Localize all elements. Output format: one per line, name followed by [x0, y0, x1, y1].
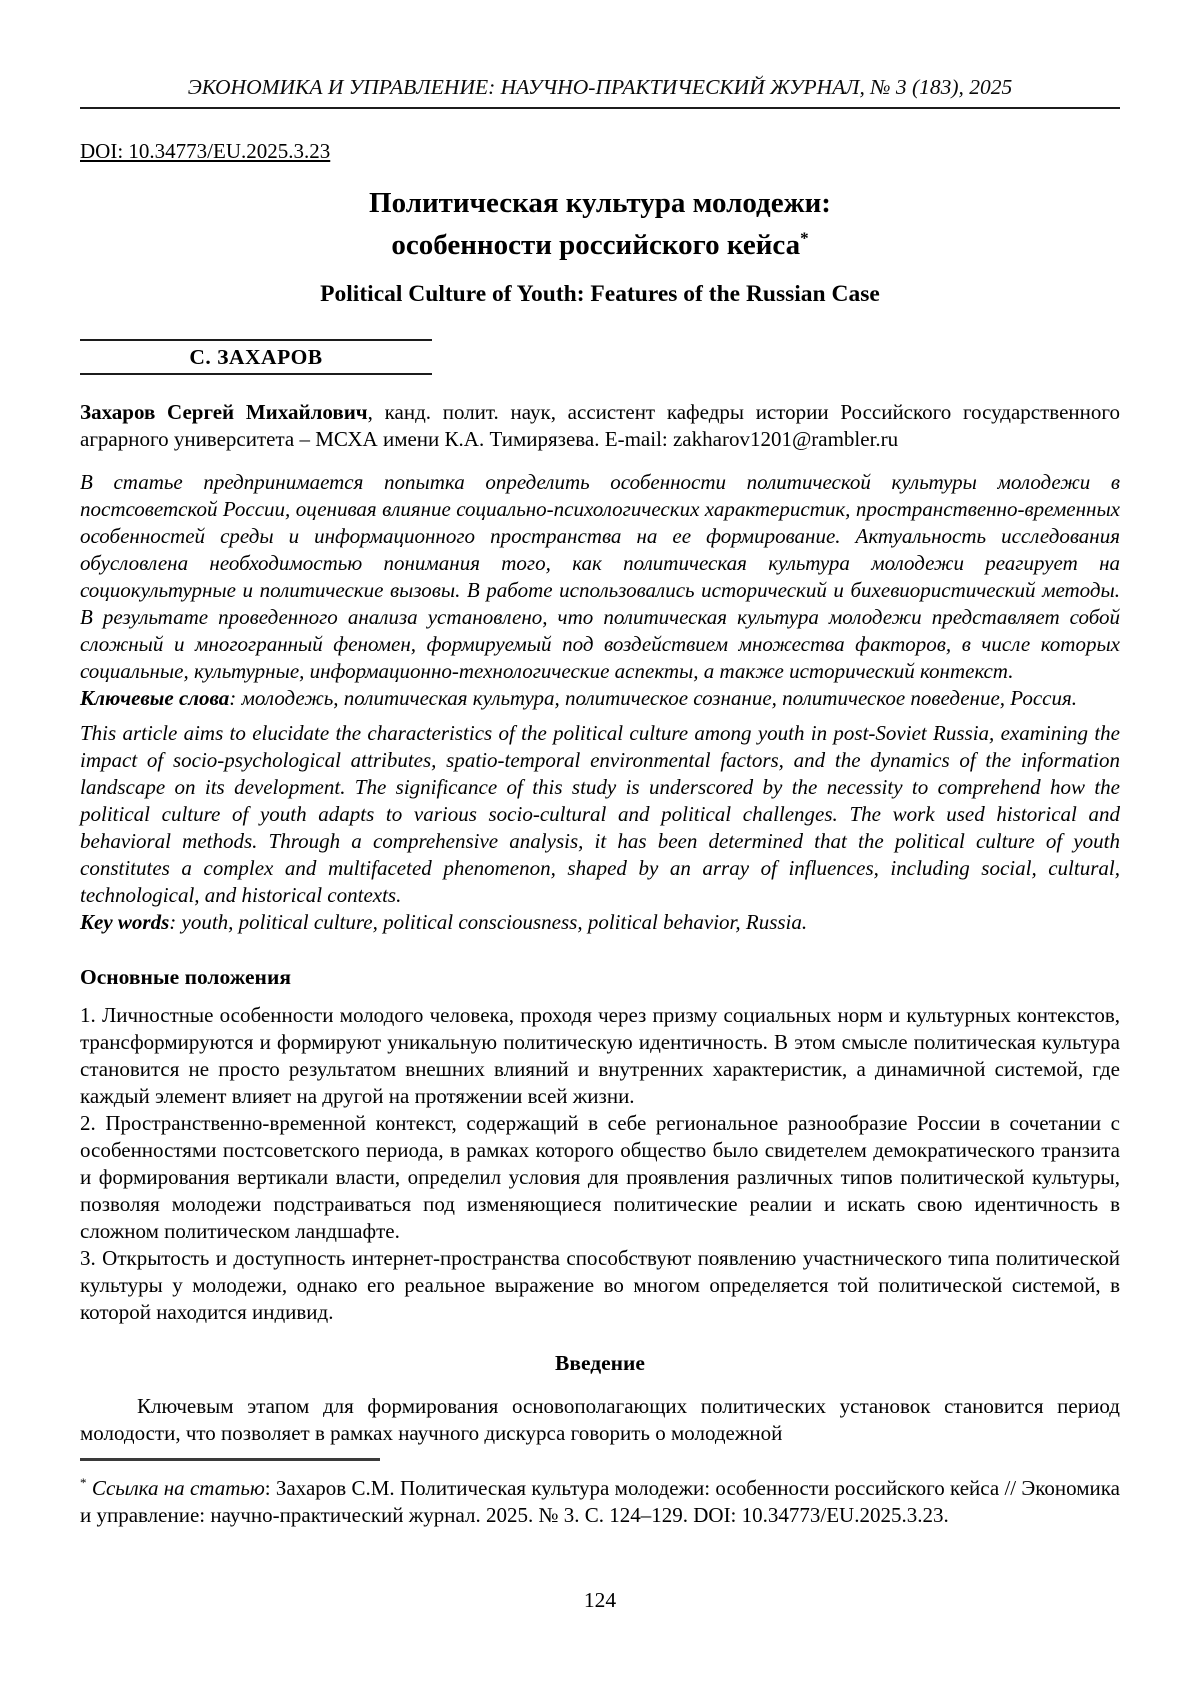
doi-line: [80, 139, 1120, 164]
keywords-ru-text: : молодежь, политическая культура, политическое сознание, политическое поведение, Россия.: [229, 686, 1078, 710]
footnote-block: [80, 1458, 1120, 1550]
author-full-name: Захаров Сергей Михайлович: [80, 400, 368, 424]
main-point-1: 1. Личностные особенности молодого человека, проходя через призму социальных норм и культурных контекстов, трансформируются и формируют уникальную политическую идентичность. В этом смысле политическая культура становится не просто результатом внешних влияний и внутренних характеристик, а динамичной системой, где каждый элемент влияет на другой на протяжении всей жизни.: [80, 1003, 1120, 1108]
footnote-rule: [80, 1458, 380, 1461]
article-title-line2: особенности российского кейса: [391, 229, 801, 261]
abstract-ru: В статье предпринимается попытка определить особенности политической культуры молодежи в постсоветской России, оценивая влияние социально-психологических характеристик, пространственно-временных особенностей среды и информационного пространства на ее формирование. Актуальность исследования обусловлена необходимостью понимания того, как политическая культура молодежи реагирует на социокультурные и политические вызовы. В работе использовались исторический и бихевиористический методы. В результате проведенного анализа установлено, что политическая культура молодежи представляет собой сложный и многогранный феномен, формируемый под воздействием множества факторов, в числе которых социальные, культурные, информационно-технологические аспекты, а также исторический контекст.: [80, 470, 1120, 683]
author-info: [80, 399, 1120, 453]
introduction-paragraph: Ключевым этапом для формирования основополагающих политических установок становится период молодости, что позволяет в рамках научного дискурса говорить о молодежной: [80, 1394, 1120, 1445]
keywords-ru-label: Ключевые слова: [80, 686, 230, 710]
author-affiliation: , канд. полит. наук, ассистент кафедры истории Российского государственного аграрного университета – МСХА имени К.А. Тимирязева. E-mail: zakharov1201@rambler.ru: [80, 400, 1120, 451]
footnote-label: Ссылка на статью: [91, 1476, 265, 1500]
article-title-en: Political Culture of Youth: Features of the Russian Case: [320, 281, 880, 307]
section-heading-main-points: Основные положения: [80, 965, 291, 989]
footnote-marker: *: [80, 1475, 87, 1490]
main-point-3: 3. Открытость и доступность интернет-пространства способствуют появлению участнического типа политической культуры у молодежи, однако его реальное выражение во многом определяется той политической системой, в которой находится индивид.: [80, 1246, 1120, 1324]
article-title-ru: [80, 182, 1120, 266]
footnote-text: [80, 1469, 1120, 1529]
title-footnote-marker: *: [800, 228, 809, 248]
keywords-en: [80, 909, 1120, 936]
footnote-citation: : Захаров С.М. Политическая культура молодежи: особенности российского кейса // Экономика и управление: научно-практический журнал. 2025. № 3. С. 124–129. DOI: 10.34773/EU.2025.3.23.: [80, 1476, 1121, 1527]
article-title-line1: Политическая культура молодежи:: [369, 187, 831, 219]
keywords-en-text: : youth, political culture, political consciousness, political behavior, Russia.: [169, 910, 808, 934]
header-rule: [80, 107, 1120, 109]
main-points-list: [80, 1002, 1120, 1326]
keywords-en-label: Key words: [80, 910, 170, 934]
doi-link[interactable]: DOI: 10.34773/EU.2025.3.23: [80, 139, 331, 163]
main-point-2: 2. Пространственно-временной контекст, содержащий в себе региональное разнообразие России в сочетании с особенностями постсоветского периода, в рамках которого общество было свидетелем демократического транзита и формирования вертикали власти, определил условия для проявления различных типов политической культуры, позволяя молодежи подстраиваться под изменяющиеся политические реалии и искать свою идентичность в сложном политическом ландшафте.: [80, 1111, 1120, 1243]
abstract-en: This article aims to elucidate the characteristics of the political culture among youth in post-Soviet Russia, examining the impact of socio-psychological attributes, spatio-temporal environmental factors, and the dynamics of the information landscape on its development. The significance of this study is underscored by the necessity to comprehend how the political culture of youth adapts to various socio-cultural and political challenges. The work used historical and behavioral methods. Through a comprehensive analysis, it has been determined that the political culture of youth constitutes a complex and multifaceted phenomenon, shaped by an array of influences, including social, cultural, technological, and historical contexts.: [80, 721, 1120, 907]
page-number: 124: [583, 1588, 617, 1612]
section-heading-introduction: Введение: [555, 1351, 645, 1375]
keywords-ru: [80, 685, 1120, 712]
author-name-box: С. ЗАХАРОВ: [80, 339, 432, 375]
journal-header: ЭКОНОМИКА И УПРАВЛЕНИЕ: НАУЧНО-ПРАКТИЧЕСКИЙ ЖУРНАЛ, № 3 (183), 2025: [187, 75, 1013, 99]
